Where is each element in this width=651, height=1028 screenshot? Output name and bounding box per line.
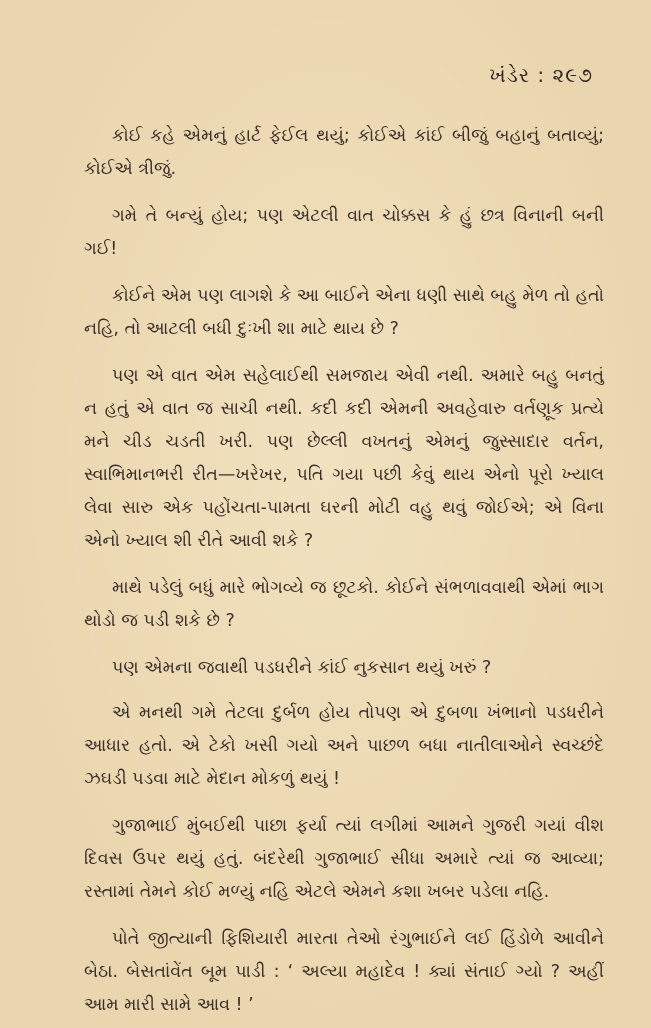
paragraph-7: એ મનથી ગમે તેટલા દુર્બળ હોય તોપણ એ દુબળા ખંભાનો પડધરીને આધાર હતો. એ ટેકો ખસી ગયો અને પાછળ બધા નાતીલાઓને સ્વચ્છંદે ઝઘડી પડવા માટે મેદાન મોકળું થયું ! [84, 703, 604, 789]
paragraph-2: ગમે તે બન્યું હોય; પણ એટલી વાત ચોક્કસ કે હું છત્ર વિનાની બની ગઈ! [84, 206, 604, 259]
paragraph-9: પોતે જીત્યાની ફિશિયારી મારતા તેઓ રંગુભાઈને લઈ હિંડોળે આવીને બેઠા. બેસતાંવેંત બૂમ પાડી : ‘ અલ્યા મહાદેવ ! ક્યાં સંતાઈ ગ્યો ? અહીં આમ મારી સામે આવ ! ’ [84, 929, 604, 1015]
paragraph-5: માથે પડેલું બધું મારે ભોગવ્યે જ છૂટકો. કોઈને સંભળાવવાથી એમાં ભાગ થોડો જ પડી શકે છે ? [84, 578, 604, 631]
paragraph-1: કોઈ કહે એમનું હાર્ટ ફેઈલ થયું; કોઈએ કાંઈ બીજું બહાનું બતાવ્યું; કોઈએ ત્રીજું. [84, 126, 604, 179]
paragraph-6: પણ એમના જવાથી પડધરીને કાંઈ નુકસાન થયું ખરું ? [112, 658, 492, 678]
paragraph-3: કોઈને એમ પણ લાગશે કે આ બાઈને એના ધણી સાથે બહુ મેળ તો હતો નહિ, તો આટલી બધી દુઃખી શા માટે થાય છે ? [84, 286, 604, 339]
paragraph-4: પણ એ વાત એમ સહેલાઈથી સમજાય એવી નથી. અમારે બહુ બનતું ન હતું એ વાત જ સાચી નથી. કદી કદી એમની અવહેવારુ વર્તણૂક પ્રત્યે મને ચીડ ચડતી ખરી. પણ છેલ્લી વખતનું એમનું જુસ્સાદાર વર્તન, સ્વાભિમાનભરી રીત—ખરેખર, પતિ ગયા પછી કેવું થાય એનો પૂરો ખ્યાલ લેવા સારુ એક પહોંચતા-પામતા ઘરની મોટી વહુ થવું જોઈએ; એ વિના એનો ખ્યાલ શી રીતે આવી શકે ? [84, 366, 604, 551]
page-body [84, 120, 604, 1028]
paragraph-8: ગુજાભાઈ મુંબઈથી પાછા ફર્યા ત્યાં લગીમાં આમને ગુજરી ગયાં વીશ દિવસ ઉપર થયું હતું. બંદરેથી ગુજાભાઈ સીધા અમારે ત્યાં જ આવ્યા; રસ્તામાં તેમને કોઈ મળ્યું નહિ એટલે એમને કશા ખબર પડેલા નહિ. [84, 816, 604, 902]
page-header: ખંડેર : ૨૯૭ [489, 63, 593, 87]
